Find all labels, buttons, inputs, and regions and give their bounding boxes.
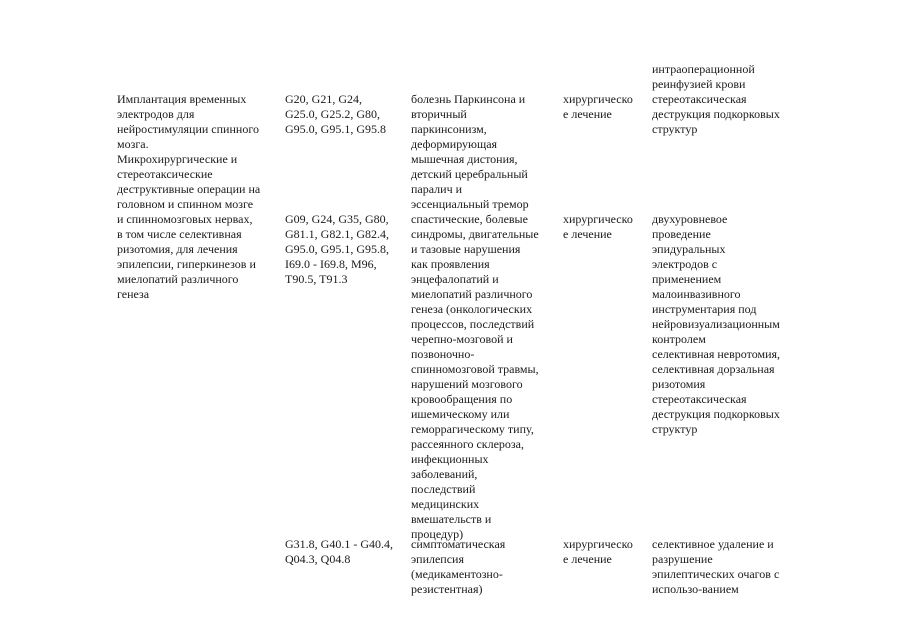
codes-cell-row3: G31.8, G40.1 - G40.4, Q04.3, Q04.8 [285, 537, 393, 566]
codes-cell-row2: G09, G24, G35, G80, G81.1, G82.1, G82.4, G95.0, G95.1, G95.8, I69.0 - I69.8, M96, T90.5, T91.3 [285, 212, 389, 286]
method-cell-continued: интраоперационной реинфузией крови стереотаксическая деструкция подкорковых структур [652, 62, 780, 136]
method-cell-row2: двухуровневое проведение эпидуральных электродов с применением малоинвазивного инструментария под нейровизуализационным контролем селективная невротомия, селективная дорзальная ризотомия стереотаксическая деструкция подкорковых структур [652, 212, 781, 436]
method-cell-row3: селективное удаление и разрушение эпилептических очагов с использо-ванием [652, 537, 780, 596]
disease-cell-row3: симптоматическая эпилепсия (медикаментозно- резистентная) [411, 537, 506, 596]
treatment-cell-row1: хирургическо е лечение [563, 92, 633, 121]
procedure-name-implantation: Имплантация временных электродов для нейростимуляции спинного мозга. [117, 92, 259, 151]
disease-cell-row2: спастические, болевые синдромы, двигательные и тазовые нарушения как проявления энцефалопатий и миелопатий различного генеза (онкологических процессов, последствий черепно-мозговой и позвоночно- спинномозговой травмы, нарушений мозгового кровообращения по ишемическому или геморрагическому типу, рассеянного склероза, инфекционных заболеваний, последствий медицинских вмешательств и процедур) [411, 212, 539, 541]
disease-cell-row1: болезнь Паркинсона и вторичный паркинсонизм, деформирующая мышечная дистония, детский церебральный паралич и эссенциальный тремор [411, 92, 529, 211]
treatment-cell-row2: хирургическо е лечение [563, 212, 633, 241]
codes-cell-row1: G20, G21, G24, G25.0, G25.2, G80, G95.0, G95.1, G95.8 [285, 92, 386, 136]
treatment-cell-row3: хирургическо е лечение [563, 537, 633, 566]
procedure-name-microsurgery: Микрохирургические и стереотаксические деструктивные операции на головном и спинном мозге и спинномозговых нервах, в том числе селективная ризотомия, для лечения эпилепсии, гиперкинезов и миелопатий различного генеза [117, 152, 261, 301]
